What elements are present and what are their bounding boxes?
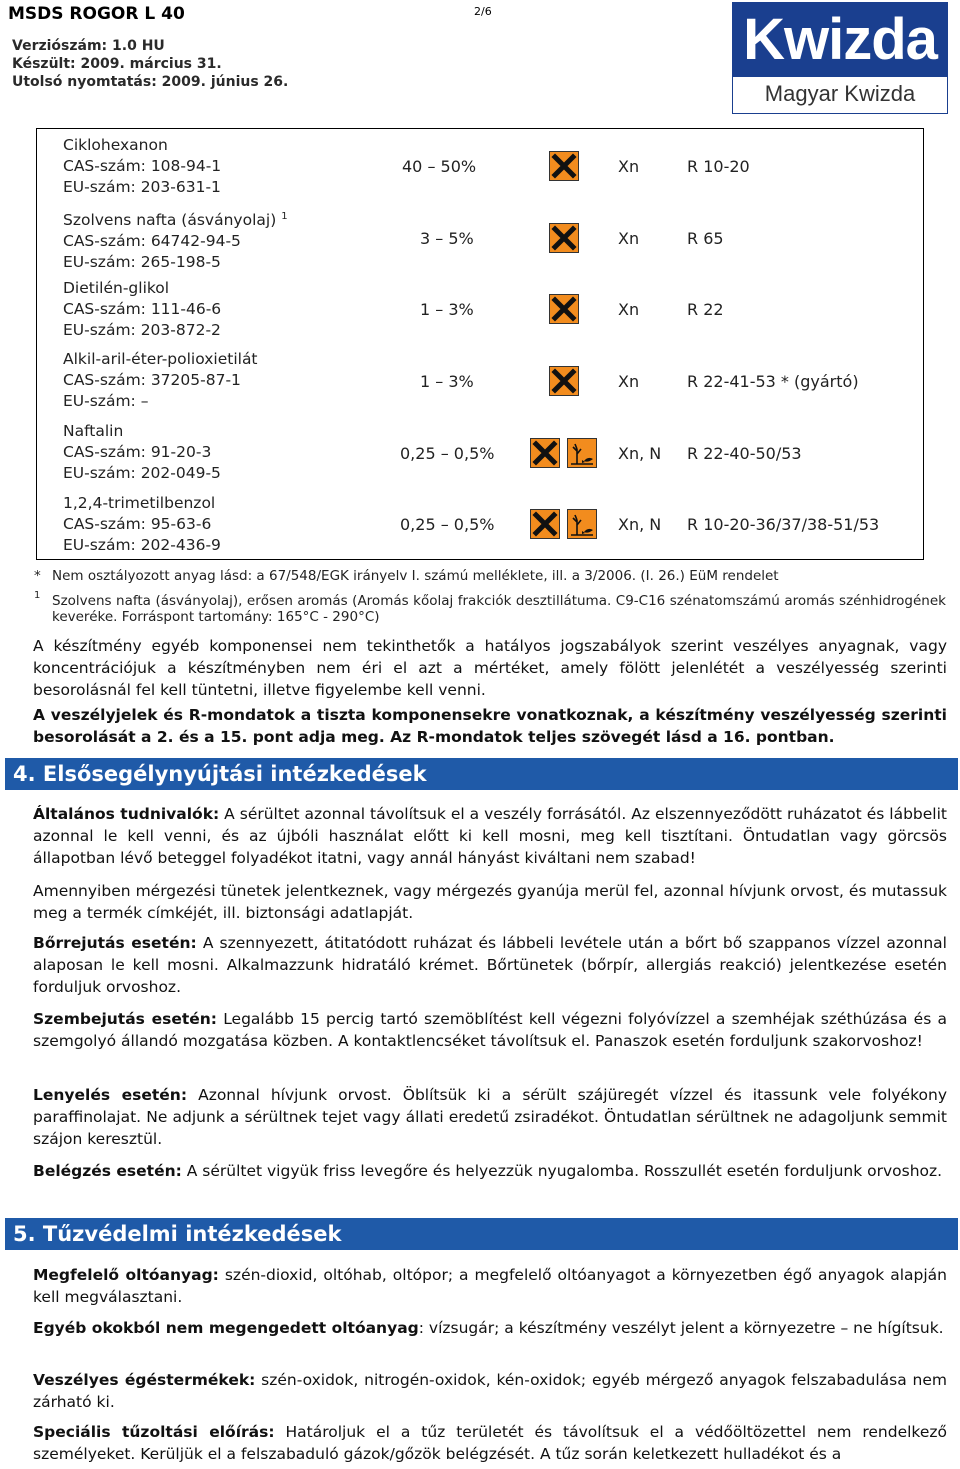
component-name-block bbox=[63, 349, 258, 412]
hazard-symbol: Xn, N bbox=[618, 515, 662, 534]
hazard-symbol: Xn bbox=[618, 229, 640, 248]
component-name: Naftalin bbox=[63, 422, 124, 440]
eu-number: EU-szám: 203-631-1 bbox=[63, 178, 221, 196]
page-number: 2/6 bbox=[474, 5, 492, 18]
combustion-products-label: Veszélyes égéstermékek: bbox=[33, 1371, 256, 1389]
combustion-products-text: szén-oxidok, nitrogén-oxidok, kén-oxidok; egyéb mérgező anyagok felszabadulása nem zárható ki. bbox=[33, 1371, 947, 1411]
harmful-icon bbox=[549, 366, 579, 396]
footnote-star-text: Nem osztályozott anyag lásd: a 67/548/EGK irányelv I. számú melléklete, ill. a 3/2006. (I. 26.) EüM rendelet bbox=[52, 568, 779, 584]
inhalation-paragraph bbox=[33, 1160, 947, 1182]
skin-contact-label: Bőrrejutás esetén: bbox=[33, 934, 197, 952]
cas-number: CAS-szám: 111-46-6 bbox=[63, 300, 222, 318]
footnote-ref: 1 bbox=[281, 211, 288, 222]
r-phrases: R 65 bbox=[687, 229, 724, 248]
logo-sub-text: Magyar Kwizda bbox=[764, 81, 916, 106]
ingestion-label: Lenyelés esetén: bbox=[33, 1086, 188, 1104]
hazard-symbol: Xn bbox=[618, 157, 640, 176]
eye-contact-text: Legalább 15 percig tartó szemöblítést kell végezni folyóvízzel a szemhéjak széthúzása és a szemgolyó állandó mozgatása közben. A kontaktlencséket távolítsuk el. Panaszok esetén forduljunk szakorvoshoz! bbox=[33, 1010, 947, 1050]
general-info-paragraph bbox=[33, 803, 947, 869]
eu-number: EU-szám: 202-049-5 bbox=[63, 464, 221, 482]
general-info-text: A sérültet azonnal távolítsuk el a veszély forrásától. Az elszennyeződött ruházatot és lábbelit azonnal le kell venni, és az újbóli használat előtt ki kell mosni, meg kell tisztítani. Öntudatlan vagy görcsös állapotban lévő beteggel folyadékot itatni, vagy annál hányást kiváltani nem szabad! bbox=[33, 805, 947, 867]
footnote-star-mark: * bbox=[34, 568, 41, 584]
forbidden-agent-text: : vízsugár; a készítmény veszélyt jelent a környezetre – ne hígítsuk. bbox=[418, 1319, 944, 1337]
eu-number: EU-szám: 265-198-5 bbox=[63, 253, 221, 272]
logo-main-text: Kwizda bbox=[733, 3, 947, 77]
environment-icon bbox=[567, 438, 597, 468]
component-name: Dietilén-glikol bbox=[63, 279, 170, 297]
component-name: Szolvens nafta (ásványolaj) $^1$ bbox=[63, 211, 288, 230]
component-name-block bbox=[63, 206, 288, 273]
inhalation-label: Belégzés esetén: bbox=[33, 1162, 182, 1180]
component-name-block bbox=[63, 278, 221, 341]
component-name-block bbox=[63, 135, 221, 198]
section-5-title: 5. Tűzvédelmi intézkedések bbox=[5, 1218, 958, 1250]
printed-line: Utolsó nyomtatás: 2009. június 26. bbox=[12, 74, 289, 90]
document-title: MSDS ROGOR L 40 bbox=[8, 4, 185, 24]
poisoning-paragraph: Amennyiben mérgezési tünetek jelentkeznek, vagy mérgezés gyanúja merül fel, azonnal hívjunk orvost, és mutassuk meg a termék címkéjét, ill. biztonsági adatlapját. bbox=[33, 882, 947, 922]
concentration: 3 – 5% bbox=[420, 229, 474, 248]
forbidden-agent-paragraph bbox=[33, 1317, 947, 1339]
component-name-block bbox=[63, 493, 221, 556]
cas-number: CAS-szám: 64742-94-5 bbox=[63, 232, 241, 251]
harmful-icon bbox=[549, 223, 579, 253]
inhalation-text: A sérültet vigyük friss levegőre és helyezzük nyugalomba. Rosszullét esetén forduljunk orvoshoz. bbox=[181, 1162, 943, 1180]
eye-contact-paragraph bbox=[33, 1008, 947, 1052]
r-phrases: R 10-20-36/37/38-51/53 bbox=[687, 515, 880, 534]
general-info-label: Általános tudnivalók: bbox=[33, 805, 220, 823]
special-firefighting-label: Speciális tűzoltási előírás: bbox=[33, 1423, 275, 1441]
special-firefighting-text: Határoljuk el a tűz területét és távolítsuk el a védőöltözettel nem rendelkező személyeket. Kerüljük el a felszabaduló gázok/gőzök belégzését. A tűz során keletkezett hulladékot és a bbox=[33, 1423, 948, 1463]
eu-number: EU-szám: 202-436-9 bbox=[63, 536, 221, 554]
concentration: 1 – 3% bbox=[420, 372, 474, 391]
special-firefighting-paragraph bbox=[33, 1421, 947, 1465]
section-4-title: 4. Elsősegélynyújtási intézkedések bbox=[5, 758, 958, 790]
created-line: Készült: 2009. március 31. bbox=[12, 56, 222, 72]
harmful-icon bbox=[530, 438, 560, 468]
component-name-block bbox=[63, 421, 221, 484]
other-components-paragraph: A készítmény egyéb komponensei nem tekinthetők a hatályos jogszabályok szerint veszélyes anyagnak, vagy koncentrációjuk a készítményben nem éri el azt a mértéket, amely fölött jelenlétét a veszélyesség szerinti besorolásnál fel kell tüntetni, illetve figyelembe kell venni. bbox=[33, 637, 947, 699]
hazard-symbol: Xn bbox=[618, 372, 640, 391]
ingestion-paragraph bbox=[33, 1084, 947, 1150]
hazard-note-paragraph: A veszélyjelek és R-mondatok a tiszta komponensekre vonatkoznak, a készítmény veszélyesség szerinti besorolását a 2. és a 15. pont adja meg. Az R-mondatok teljes szövegét lásd a 16. pontban. bbox=[33, 706, 947, 746]
environment-icon bbox=[567, 509, 597, 539]
r-phrases: R 22-41-53 * (gyártó) bbox=[687, 372, 859, 391]
cas-number: CAS-szám: 37205-87-1 bbox=[63, 371, 241, 389]
ingestion-text: Azonnal hívjunk orvost. Öblítsük ki a sérült szájüregét vízzel és itassunk vele folyékony paraffinolajat. Ne adjunk a sérültnek tejet vagy állati eredetű zsiradékot. Öntudatlan sérültnek ne adagoljunk semmit szájon keresztül. bbox=[33, 1086, 947, 1148]
hazard-symbol: Xn bbox=[618, 300, 640, 319]
component-name: Alkil-aril-éter-polioxietilát bbox=[63, 350, 258, 368]
footnote-one-mark: 1 bbox=[34, 590, 41, 601]
concentration: 1 – 3% bbox=[420, 300, 474, 319]
combustion-products-paragraph bbox=[33, 1369, 947, 1413]
r-phrases: R 10-20 bbox=[687, 157, 750, 176]
harmful-icon bbox=[549, 294, 579, 324]
extinguishing-agent-text: szén-dioxid, oltóhab, oltópor; a megfelelő oltóanyagot a környezetben égő anyagok alapján kell megválasztani. bbox=[33, 1266, 948, 1306]
eu-number: EU-szám: 203-872-2 bbox=[63, 321, 221, 339]
harmful-icon bbox=[549, 151, 579, 181]
extinguishing-agent-label: Megfelelő oltóanyag: bbox=[33, 1266, 219, 1284]
eu-number: EU-szám: – bbox=[63, 392, 149, 410]
concentration: 0,25 – 0,5% bbox=[400, 515, 495, 534]
component-name: 1,2,4-trimetilbenzol bbox=[63, 494, 216, 512]
harmful-icon bbox=[530, 509, 560, 539]
kwizda-logo bbox=[732, 2, 948, 114]
concentration: 0,25 – 0,5% bbox=[400, 444, 495, 463]
skin-contact-text: A szennyezett, átitatódott ruházat és lábbeli levétele után a bőrt bő szappanos vízzel azonnal alaposan le kell mosni. Alkalmazzunk hidratáló krémet. Bőrtünetek (bőrpír, allergiás reakció) jelentkezése esetén forduljuk orvoshoz. bbox=[33, 934, 947, 996]
forbidden-agent-label: Egyéb okokból nem megengedett oltóanyag bbox=[33, 1319, 419, 1337]
cas-number: CAS-szám: 95-63-6 bbox=[63, 515, 212, 533]
eye-contact-label: Szembejutás esetén: bbox=[33, 1010, 217, 1028]
version-line: Verziószám: 1.0 HU bbox=[12, 38, 165, 54]
cas-number: CAS-szám: 108-94-1 bbox=[63, 157, 222, 175]
concentration: 40 – 50% bbox=[402, 157, 477, 176]
r-phrases: R 22 bbox=[687, 300, 724, 319]
component-name: Ciklohexanon bbox=[63, 136, 168, 154]
extinguishing-agent-paragraph bbox=[33, 1264, 947, 1308]
components-table bbox=[36, 128, 924, 560]
cas-number: CAS-szám: 91-20-3 bbox=[63, 443, 212, 461]
skin-contact-paragraph bbox=[33, 932, 947, 998]
footnote-one-text: Szolvens nafta (ásványolaj), erősen aromás (Aromás kőolaj frakciók desztillátuma. C9-C16 szénatomszámú aromás szénhidrogének keveréke. Forráspont tartomány: 165°C - 290°C) bbox=[52, 593, 946, 625]
hazard-symbol: Xn, N bbox=[618, 444, 662, 463]
r-phrases: R 22-40-50/53 bbox=[687, 444, 802, 463]
